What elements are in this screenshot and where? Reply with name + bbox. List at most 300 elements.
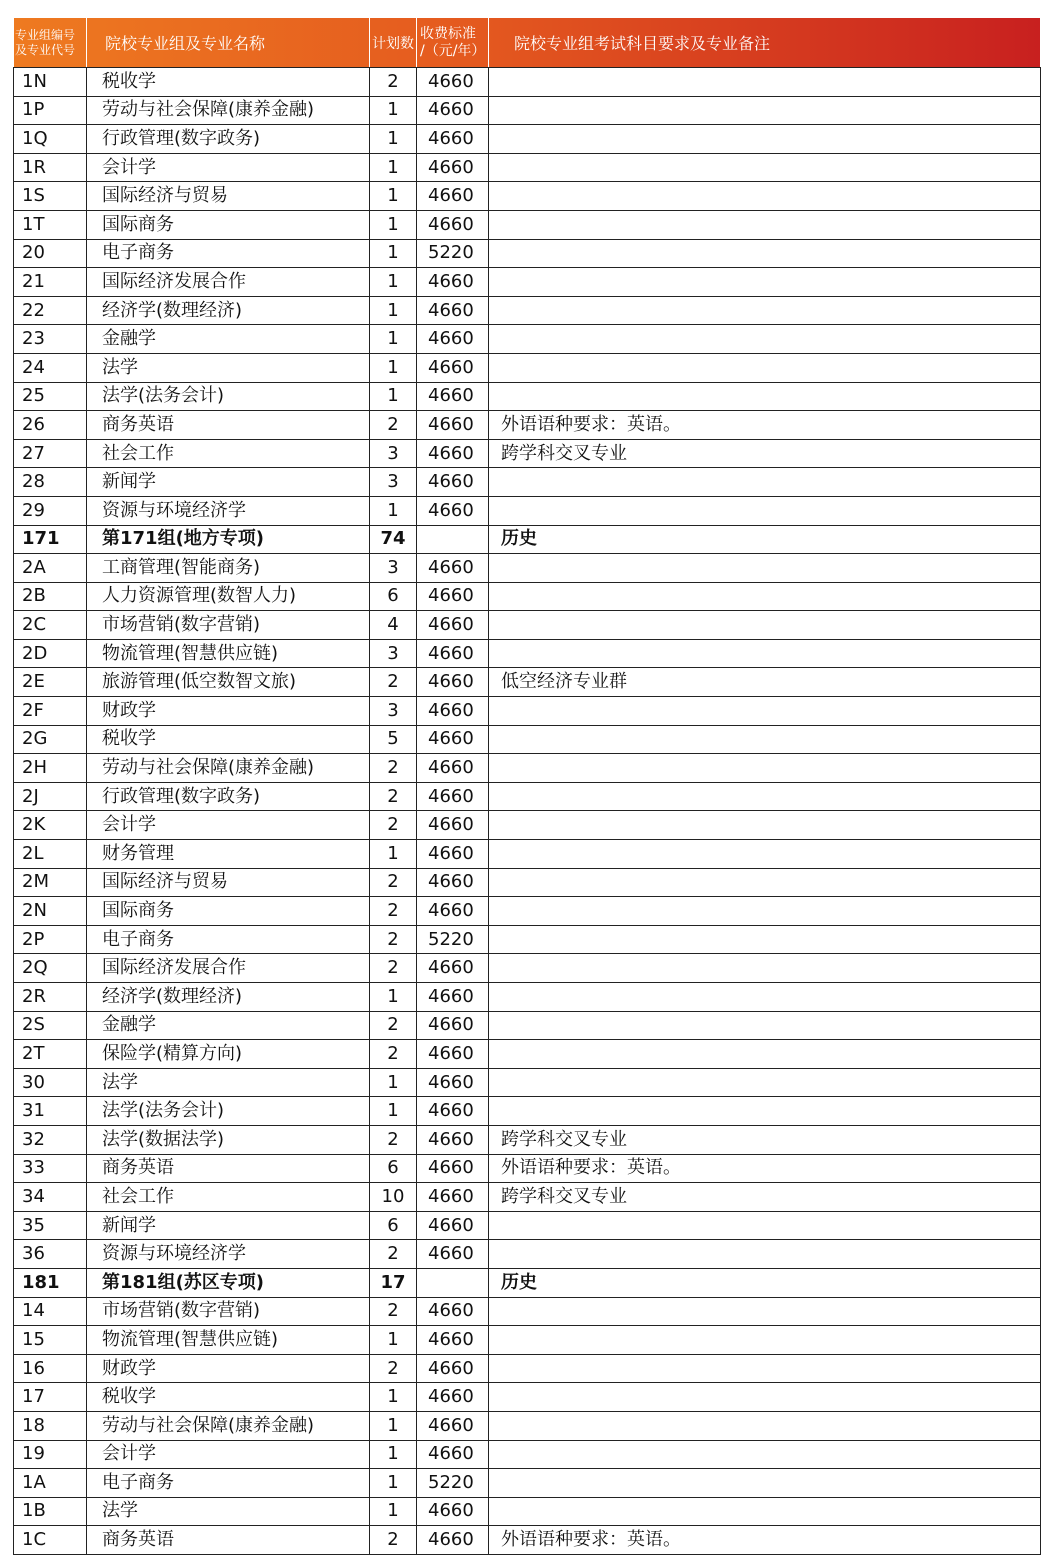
table-row	[14, 1526, 1041, 1555]
admission-plan-table-page	[13, 17, 1040, 1555]
cell-fee: 4660	[417, 411, 489, 440]
cell-note	[489, 1326, 1041, 1355]
cell-note: 外语语种要求：英语。	[489, 1526, 1041, 1555]
cell-name: 国际经济发展合作	[87, 954, 370, 983]
cell-plan: 1	[370, 1497, 417, 1526]
cell-plan: 1	[370, 1469, 417, 1498]
cell-fee: 5220	[417, 1469, 489, 1498]
cell-name: 国际经济发展合作	[87, 268, 370, 297]
table-row	[14, 868, 1041, 897]
cell-note	[489, 1383, 1041, 1412]
header-note: 院校专业组考试科目要求及专业备注	[489, 18, 1041, 68]
cell-plan: 1	[370, 1326, 417, 1355]
cell-note	[489, 1211, 1041, 1240]
cell-plan: 1	[370, 268, 417, 297]
cell-note: 外语语种要求：英语。	[489, 1154, 1041, 1183]
cell-note	[489, 1240, 1041, 1269]
cell-name: 国际经济与贸易	[87, 868, 370, 897]
cell-plan: 2	[370, 1240, 417, 1269]
cell-code: 22	[14, 296, 87, 325]
cell-plan: 2	[370, 1125, 417, 1154]
cell-note	[489, 582, 1041, 611]
cell-plan: 4	[370, 611, 417, 640]
cell-note	[489, 697, 1041, 726]
cell-name: 商务英语	[87, 1154, 370, 1183]
cell-note	[489, 954, 1041, 983]
cell-name: 物流管理(智慧供应链)	[87, 639, 370, 668]
cell-note	[489, 782, 1041, 811]
cell-fee: 4660	[417, 1440, 489, 1469]
cell-fee: 4660	[417, 611, 489, 640]
cell-plan: 2	[370, 411, 417, 440]
cell-fee: 4660	[417, 1011, 489, 1040]
cell-plan: 1	[370, 983, 417, 1012]
cell-plan: 74	[370, 525, 417, 554]
cell-fee: 4660	[417, 1354, 489, 1383]
cell-plan: 2	[370, 1354, 417, 1383]
cell-fee: 4660	[417, 153, 489, 182]
cell-fee: 4660	[417, 954, 489, 983]
cell-name: 金融学	[87, 1011, 370, 1040]
table-header	[14, 18, 1041, 68]
cell-note	[489, 754, 1041, 783]
cell-note: 历史	[489, 1268, 1041, 1297]
admission-plan-table	[13, 17, 1041, 1555]
cell-fee: 4660	[417, 1154, 489, 1183]
header-fee	[417, 18, 489, 68]
table-row	[14, 182, 1041, 211]
table-row	[14, 697, 1041, 726]
table-row	[14, 1354, 1041, 1383]
table-row	[14, 296, 1041, 325]
cell-code: 1Q	[14, 125, 87, 154]
cell-code: 1A	[14, 1469, 87, 1498]
table-row	[14, 840, 1041, 869]
cell-name: 新闻学	[87, 1211, 370, 1240]
cell-fee: 4660	[417, 1183, 489, 1212]
cell-name: 税收学	[87, 68, 370, 97]
cell-name: 税收学	[87, 725, 370, 754]
cell-code: 35	[14, 1211, 87, 1240]
cell-note	[489, 611, 1041, 640]
cell-note	[489, 96, 1041, 125]
cell-code: 16	[14, 1354, 87, 1383]
cell-fee	[417, 1268, 489, 1297]
cell-name: 资源与环境经济学	[87, 496, 370, 525]
cell-name: 法学(法务会计)	[87, 382, 370, 411]
cell-note	[489, 353, 1041, 382]
cell-code: 1C	[14, 1526, 87, 1555]
cell-name: 电子商务	[87, 1469, 370, 1498]
cell-note	[489, 182, 1041, 211]
cell-note	[489, 268, 1041, 297]
cell-name: 资源与环境经济学	[87, 1240, 370, 1269]
cell-plan: 3	[370, 468, 417, 497]
table-row	[14, 353, 1041, 382]
cell-name: 税收学	[87, 1383, 370, 1412]
cell-fee: 4660	[417, 582, 489, 611]
cell-name: 保险学(精算方向)	[87, 1040, 370, 1069]
cell-plan: 1	[370, 182, 417, 211]
cell-plan: 3	[370, 697, 417, 726]
cell-code: 15	[14, 1326, 87, 1355]
cell-plan: 1	[370, 210, 417, 239]
cell-fee: 5220	[417, 925, 489, 954]
cell-code: 2J	[14, 782, 87, 811]
cell-code: 2E	[14, 668, 87, 697]
cell-code: 1T	[14, 210, 87, 239]
cell-fee: 4660	[417, 668, 489, 697]
cell-name: 工商管理(智能商务)	[87, 554, 370, 583]
cell-fee: 4660	[417, 325, 489, 354]
cell-code: 23	[14, 325, 87, 354]
cell-code: 2C	[14, 611, 87, 640]
cell-plan: 2	[370, 1526, 417, 1555]
cell-code: 171	[14, 525, 87, 554]
cell-name: 电子商务	[87, 239, 370, 268]
cell-code: 2Q	[14, 954, 87, 983]
cell-note: 跨学科交叉专业	[489, 1183, 1041, 1212]
table-row	[14, 439, 1041, 468]
cell-plan: 2	[370, 811, 417, 840]
cell-note	[489, 1469, 1041, 1498]
cell-note	[489, 125, 1041, 154]
cell-name: 财务管理	[87, 840, 370, 869]
cell-fee: 4660	[417, 811, 489, 840]
cell-note	[489, 210, 1041, 239]
table-row	[14, 1011, 1041, 1040]
cell-code: 36	[14, 1240, 87, 1269]
table-row	[14, 1383, 1041, 1412]
cell-plan: 2	[370, 954, 417, 983]
cell-name: 社会工作	[87, 439, 370, 468]
table-row	[14, 811, 1041, 840]
cell-code: 33	[14, 1154, 87, 1183]
table-row	[14, 983, 1041, 1012]
cell-name: 新闻学	[87, 468, 370, 497]
cell-note	[489, 1097, 1041, 1126]
cell-code: 26	[14, 411, 87, 440]
cell-name: 行政管理(数字政务)	[87, 125, 370, 154]
table-row	[14, 268, 1041, 297]
cell-fee: 4660	[417, 96, 489, 125]
cell-code: 28	[14, 468, 87, 497]
cell-code: 30	[14, 1068, 87, 1097]
header-row	[14, 18, 1041, 68]
table-row	[14, 325, 1041, 354]
table-row	[14, 754, 1041, 783]
table-row	[14, 725, 1041, 754]
cell-fee: 4660	[417, 468, 489, 497]
cell-fee: 4660	[417, 1068, 489, 1097]
cell-fee: 4660	[417, 983, 489, 1012]
cell-plan: 1	[370, 96, 417, 125]
cell-name: 商务英语	[87, 1526, 370, 1555]
cell-name: 国际商务	[87, 210, 370, 239]
cell-name: 劳动与社会保障(康养金融)	[87, 1411, 370, 1440]
table-row	[14, 954, 1041, 983]
cell-fee: 4660	[417, 639, 489, 668]
cell-plan: 1	[370, 496, 417, 525]
table-row	[14, 1154, 1041, 1183]
header-name: 院校专业组及专业名称	[87, 18, 370, 68]
cell-name: 会计学	[87, 153, 370, 182]
cell-name: 劳动与社会保障(康养金融)	[87, 754, 370, 783]
cell-fee: 4660	[417, 1497, 489, 1526]
cell-fee: 4660	[417, 382, 489, 411]
cell-code: 32	[14, 1125, 87, 1154]
cell-code: 2G	[14, 725, 87, 754]
cell-note	[489, 382, 1041, 411]
header-fee-line2: /（元/年）	[420, 42, 486, 59]
cell-plan: 6	[370, 1211, 417, 1240]
cell-code: 31	[14, 1097, 87, 1126]
cell-fee: 4660	[417, 268, 489, 297]
cell-note	[489, 1068, 1041, 1097]
cell-plan: 2	[370, 1297, 417, 1326]
cell-note	[489, 554, 1041, 583]
table-row	[14, 611, 1041, 640]
cell-fee: 4660	[417, 1383, 489, 1412]
cell-fee: 4660	[417, 296, 489, 325]
cell-plan: 1	[370, 1440, 417, 1469]
table-body	[14, 68, 1041, 1555]
cell-code: 2B	[14, 582, 87, 611]
cell-fee: 4660	[417, 697, 489, 726]
cell-name: 市场营销(数字营销)	[87, 611, 370, 640]
cell-note	[489, 1040, 1041, 1069]
cell-fee: 4660	[417, 554, 489, 583]
cell-plan: 1	[370, 1411, 417, 1440]
table-row	[14, 1211, 1041, 1240]
cell-plan: 3	[370, 639, 417, 668]
cell-note	[489, 925, 1041, 954]
cell-fee: 4660	[417, 1125, 489, 1154]
cell-plan: 1	[370, 1383, 417, 1412]
table-row	[14, 1497, 1041, 1526]
cell-fee: 4660	[417, 1411, 489, 1440]
cell-plan: 1	[370, 1068, 417, 1097]
cell-note	[489, 983, 1041, 1012]
cell-name: 电子商务	[87, 925, 370, 954]
table-row	[14, 925, 1041, 954]
cell-code: 34	[14, 1183, 87, 1212]
cell-plan: 1	[370, 325, 417, 354]
cell-note: 低空经济专业群	[489, 668, 1041, 697]
cell-name: 财政学	[87, 1354, 370, 1383]
cell-note	[489, 1011, 1041, 1040]
cell-plan: 2	[370, 1040, 417, 1069]
cell-plan: 10	[370, 1183, 417, 1212]
cell-code: 181	[14, 1268, 87, 1297]
cell-code: 2F	[14, 697, 87, 726]
cell-fee: 4660	[417, 1211, 489, 1240]
cell-plan: 2	[370, 868, 417, 897]
cell-name: 商务英语	[87, 411, 370, 440]
cell-code: 2K	[14, 811, 87, 840]
cell-note: 外语语种要求：英语。	[489, 411, 1041, 440]
cell-code: 2D	[14, 639, 87, 668]
cell-code: 2N	[14, 897, 87, 926]
cell-plan: 2	[370, 782, 417, 811]
cell-code: 2H	[14, 754, 87, 783]
cell-note	[489, 296, 1041, 325]
cell-name: 财政学	[87, 697, 370, 726]
cell-plan: 2	[370, 68, 417, 97]
table-row	[14, 782, 1041, 811]
cell-fee: 4660	[417, 868, 489, 897]
cell-plan: 6	[370, 1154, 417, 1183]
table-row	[14, 1326, 1041, 1355]
cell-code: 2S	[14, 1011, 87, 1040]
cell-name: 第171组(地方专项)	[87, 525, 370, 554]
cell-note	[489, 897, 1041, 926]
cell-fee: 4660	[417, 897, 489, 926]
cell-name: 社会工作	[87, 1183, 370, 1212]
table-row	[14, 382, 1041, 411]
table-row	[14, 496, 1041, 525]
cell-code: 2R	[14, 983, 87, 1012]
cell-name: 法学(数据法学)	[87, 1125, 370, 1154]
table-row	[14, 68, 1041, 97]
cell-name: 法学(法务会计)	[87, 1097, 370, 1126]
cell-fee: 4660	[417, 1326, 489, 1355]
cell-code: 14	[14, 1297, 87, 1326]
cell-note	[489, 1411, 1041, 1440]
group-row	[14, 525, 1041, 554]
cell-plan: 17	[370, 1268, 417, 1297]
table-row	[14, 1125, 1041, 1154]
cell-plan: 1	[370, 296, 417, 325]
cell-plan: 2	[370, 1011, 417, 1040]
cell-fee: 4660	[417, 182, 489, 211]
cell-plan: 6	[370, 582, 417, 611]
cell-note	[489, 68, 1041, 97]
cell-code: 20	[14, 239, 87, 268]
cell-code: 1P	[14, 96, 87, 125]
cell-note	[489, 639, 1041, 668]
cell-name: 物流管理(智慧供应链)	[87, 1326, 370, 1355]
cell-fee: 4660	[417, 754, 489, 783]
cell-note	[489, 1440, 1041, 1469]
cell-plan: 3	[370, 554, 417, 583]
cell-note: 跨学科交叉专业	[489, 1125, 1041, 1154]
cell-fee: 4660	[417, 1240, 489, 1269]
cell-code: 19	[14, 1440, 87, 1469]
cell-plan: 2	[370, 754, 417, 783]
cell-code: 21	[14, 268, 87, 297]
cell-code: 29	[14, 496, 87, 525]
header-fee-line1: 收费标准	[420, 25, 476, 42]
cell-name: 人力资源管理(数智人力)	[87, 582, 370, 611]
cell-note: 跨学科交叉专业	[489, 439, 1041, 468]
table-row	[14, 96, 1041, 125]
cell-note	[489, 840, 1041, 869]
cell-code: 2T	[14, 1040, 87, 1069]
cell-note: 历史	[489, 525, 1041, 554]
cell-code: 2M	[14, 868, 87, 897]
cell-name: 会计学	[87, 811, 370, 840]
cell-note	[489, 496, 1041, 525]
cell-note	[489, 1497, 1041, 1526]
cell-code: 18	[14, 1411, 87, 1440]
table-row	[14, 1440, 1041, 1469]
table-row	[14, 1469, 1041, 1498]
cell-fee: 4660	[417, 439, 489, 468]
cell-fee: 4660	[417, 353, 489, 382]
header-code-line2: 及专业代号	[15, 42, 76, 57]
cell-fee: 5220	[417, 239, 489, 268]
cell-plan: 2	[370, 925, 417, 954]
header-plan: 计划数	[370, 18, 417, 68]
cell-plan: 2	[370, 897, 417, 926]
cell-plan: 2	[370, 668, 417, 697]
cell-name: 劳动与社会保障(康养金融)	[87, 96, 370, 125]
cell-name: 经济学(数理经济)	[87, 296, 370, 325]
table-row	[14, 897, 1041, 926]
cell-fee: 4660	[417, 840, 489, 869]
cell-plan: 1	[370, 125, 417, 154]
cell-note	[489, 153, 1041, 182]
cell-code: 24	[14, 353, 87, 382]
cell-fee: 4660	[417, 1526, 489, 1555]
table-row	[14, 239, 1041, 268]
cell-code: 17	[14, 1383, 87, 1412]
cell-plan: 1	[370, 353, 417, 382]
table-row	[14, 125, 1041, 154]
table-row	[14, 468, 1041, 497]
cell-name: 法学	[87, 1497, 370, 1526]
cell-code: 1S	[14, 182, 87, 211]
table-row	[14, 582, 1041, 611]
cell-note	[489, 325, 1041, 354]
group-row	[14, 1268, 1041, 1297]
cell-note	[489, 239, 1041, 268]
cell-name: 法学	[87, 353, 370, 382]
header-code-line1: 专业组编号	[15, 27, 76, 42]
cell-code: 25	[14, 382, 87, 411]
cell-note	[489, 725, 1041, 754]
cell-plan: 1	[370, 239, 417, 268]
table-row	[14, 554, 1041, 583]
table-row	[14, 411, 1041, 440]
cell-plan: 1	[370, 382, 417, 411]
cell-fee: 4660	[417, 1097, 489, 1126]
cell-code: 2P	[14, 925, 87, 954]
table-row	[14, 1183, 1041, 1212]
cell-code: 1B	[14, 1497, 87, 1526]
table-row	[14, 1040, 1041, 1069]
cell-plan: 1	[370, 1097, 417, 1126]
cell-name: 第181组(苏区专项)	[87, 1268, 370, 1297]
table-row	[14, 153, 1041, 182]
cell-note	[489, 468, 1041, 497]
cell-fee: 4660	[417, 496, 489, 525]
cell-note	[489, 868, 1041, 897]
table-row	[14, 639, 1041, 668]
cell-code: 1N	[14, 68, 87, 97]
cell-fee: 4660	[417, 1297, 489, 1326]
table-row	[14, 1097, 1041, 1126]
header-code	[14, 18, 87, 68]
table-row	[14, 1068, 1041, 1097]
cell-name: 经济学(数理经济)	[87, 983, 370, 1012]
table-row	[14, 210, 1041, 239]
cell-name: 行政管理(数字政务)	[87, 782, 370, 811]
cell-fee: 4660	[417, 725, 489, 754]
cell-fee: 4660	[417, 125, 489, 154]
cell-name: 国际经济与贸易	[87, 182, 370, 211]
